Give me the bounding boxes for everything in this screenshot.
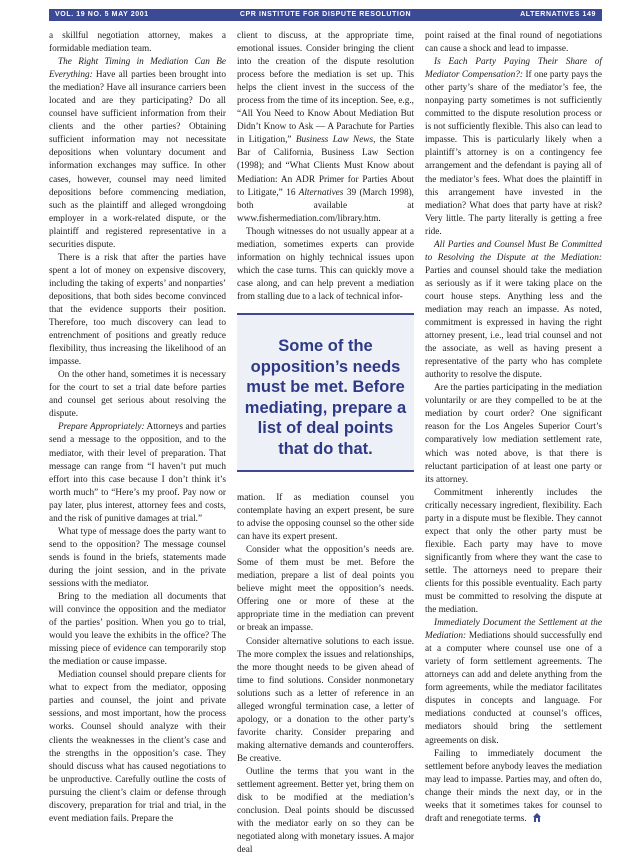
subheading: Is Each Party Paying Their Share of Mediator Compensation?: [425,57,602,81]
column-3 [425,30,602,826]
house-end-mark-icon [533,813,541,822]
paragraph-text: If one party pays the other party’s share of the mediator’s fee, the nonpaying party sometimes is not sufficiently committed to the dispute resolution process or is not sufficiently flexible. This also can lead to impasse. This is particularly likely when a plaintiff’s attorney is on a contingency fee arrangement and the defendant is paying all of the mediator’s fees. What does the plaintiff in this arrangement have invested in the mediation? What does that party have at risk? Very little. The party literally is getting a free ride. [425,70,603,237]
paragraph [237,30,414,226]
subheading: All Parties and Counsel Must Be Committed to Resolving the Dispute at the Mediation: [425,239,602,263]
running-header [49,9,602,21]
paragraph: Consider alternative solutions to each issue. The more complex the issues and relationships, the more thought needs to be given ahead of time to find solutions. Consider nonmonetary solutions such as a letter of reference in an alleged wrongful termination case, a letter of apology, or a donation to the other party’s favorite charity. Consider preparing and making alternative demands and counteroffers. Be creative. [237,636,414,764]
column-2-top [237,30,414,304]
publication-title: Business Law News [291,135,374,146]
subheading: Immediately Document the Settlement at the Mediation: [425,618,602,642]
pull-quote: Some of the opposition’s needs must be met. Before mediating, prepare a list of deal points that do that. [237,313,414,472]
paragraph [49,56,226,252]
paragraph [49,421,226,525]
paragraph: mation. If as mediation counsel you contemplate having an expert present, be sure to advise the opposing counsel so the other side can have its expert present. [237,493,414,543]
paragraph: point raised at the final round of negotiations can cause a shock and lead to impasse. [425,31,602,55]
subheading: Prepare Appropriately: [58,422,145,433]
publisher-name: CPR INSTITUTE FOR DISPUTE RESOLUTION [239,11,412,18]
paragraph: Though witnesses do not usually appear at a mediation, sometimes experts can provide information on highly technical issues upon which the case turns. This can quickly move a case along, and can help prevent a mediation from stalling due to a lack of technical infor- [237,226,414,302]
paragraph: Bring to the mediation all documents that will convince the opposition and the mediator of the parties’ position. When you go to trial, would you leave the exhibits in the office? The missing piece of evidence can temporarily stop the mediation or cause impasse. [49,592,226,668]
column-2-bottom [237,492,414,857]
paragraph-text: , the State Bar of California, Business Law Section (1998); and “What Clients Must Know about Mediation: An ADR Primer for Parties About to Litigate,” 16 [237,135,414,198]
column-1 [49,30,226,826]
paragraph: Commitment inherently includes the critically necessary ingredient, flexibility. Each party in a dispute must be flexible. They cannot expect that only the other party must be flexible. Each party may have to move significantly from where they want the case to settle. The attorneys need to prepare their clients for this possible eventuality. Each party must be committed to resolving the dispute at the mediation. [425,487,602,616]
paragraph-text: Mediations should successfully end at a computer where counsel use one of a variety of form settlement agreements. The attorneys can add and delete anything from the form agreements, while the mediator facilitates disputes in concepts and language. For mediations conducted at counsel’s offices, mediators should bring the settlement agreements on disk. [425,631,602,746]
paragraph [425,239,602,383]
paragraph: On the other hand, sometimes it is necessary for the court to set a trial date before parties and counsel get serious about resolving the dispute. [49,370,226,420]
paragraph-text: Have all parties been brought into the mediation? Have all insurance carriers been located and are they participating? Do all counsel have sufficient information from their clients and the other parties? Obtaining sufficient information may not necessitate depositions when voluntary document and information exchanges may suffice. In other cases, however, counsel may need limited depositions before commencing mediation, such as the plaintiff and alleged wrongdoing employer in a work-related dispute, or the plaintiff and registered representative in a securities dispute. [49,70,226,250]
paragraph-text: Failing to immediately document the settlement before anybody leaves the mediation may lead to impasse. Parties may, and often do, change their minds the next day, or in the weeks that it sometimes takes for counsel to draft and renegotiate terms. [425,748,602,824]
paragraph: What type of message does the party want to send to the opposition? The message counsel sends is found in the briefs, statements made during the joint session, and in the private sessions with the mediator. [49,526,226,589]
subheading: The Right Timing in Mediation Can Be Everything: [49,57,226,81]
paragraph: Outline the terms that you want in the settlement agreement. Better yet, bring them on disk to be modified at the mediation’s conclusion. Deal points should be discussed with the mediator early on so they can be negotiated along with monetary issues. A major deal [237,766,414,856]
paragraph-text: Parties and counsel should take the mediation as seriously as if it were taking place on the court house steps. Anything less and the mediation may reach an impasse. As noted, commitment is expressed in having the right attorney present, i.e., lead trial counsel and not the associate, as well as having present a representative of the party who has complete authority to resolve the dispute. [425,265,602,381]
publication-title: Alternatives [295,187,344,198]
paragraph [425,748,602,826]
issue-info: VOL. 19 NO. 5 MAY 2001 [55,11,149,18]
paragraph [425,56,602,239]
paragraph: Consider what the opposition’s needs are. Some of them must be met. Before the mediation, prepare a list of deal points you believe might meet the opposition’s needs. Offering one or more of these at the appropriate time in the mediation can prevent or break an impasse. [237,545,414,634]
paragraph: Mediation counsel should prepare clients for what to expect from the mediator, opposing parties and counsel, the joint and private sessions, and most important, how the process works. Counsel should analyze with their clients the weaknesses in the client’s case and the strengths in the opposition’s case. They should discuss what has caused negotiations to be unproductive. Carefully outline the costs of pursuing the client’s claim or defense through discovery, preparation for trial and trial, in the event mediation fails. Prepare the [49,670,226,824]
paragraph: a skillful negotiation attorney, makes a formidable mediation team. [49,31,226,55]
publication-page: ALTERNATIVES 149 [520,11,596,18]
paragraph-text: Attorneys and parties send a message to the opposition, and to the mediator, with their level of preparation. That message can range from “I haven’t put much effort into this case because I don’t think it’s worth much” to “Here’s my proof. Pay now or pay later, plus interest, attorney fees and costs, and the risk of punitive damages at trial.” [49,422,227,524]
paragraph-text: client to discuss, at the appropriate time, emotional issues. Consider bringing the client into the creation of the dispute resolution process before the mediation is set up. This helps the client invest in the success of the process from the time of its inception. See, e.g., “All You Need to Know About Mediation But Didn’t Know to Ask — A Parachute for Parties in Litigation,” [237,31,414,146]
paragraph-text: 39 (March 1998), both available at www.fishermediation.com/library.htm. [237,187,414,224]
paragraph: There is a risk that after the parties have spent a lot of money on expensive discovery, including the taking of experts’ and nonparties’ depositions, that both sides become convinced that the evidence supports their position. Therefore, too much discovery can lead to entrenchment of positions and greatly reduce flexibility, thus increasing the likelihood of an impasse. [49,252,226,368]
paragraph: Are the parties participating in the mediation voluntarily or are they compelled to be at the mediation by court order? One significant reason for the Los Angeles Superior Court’s comparatively low mediation settlement rate, which was noted above, is that there is reluctant participation of at least one party or its attorney. [425,383,602,485]
paragraph [425,617,602,747]
